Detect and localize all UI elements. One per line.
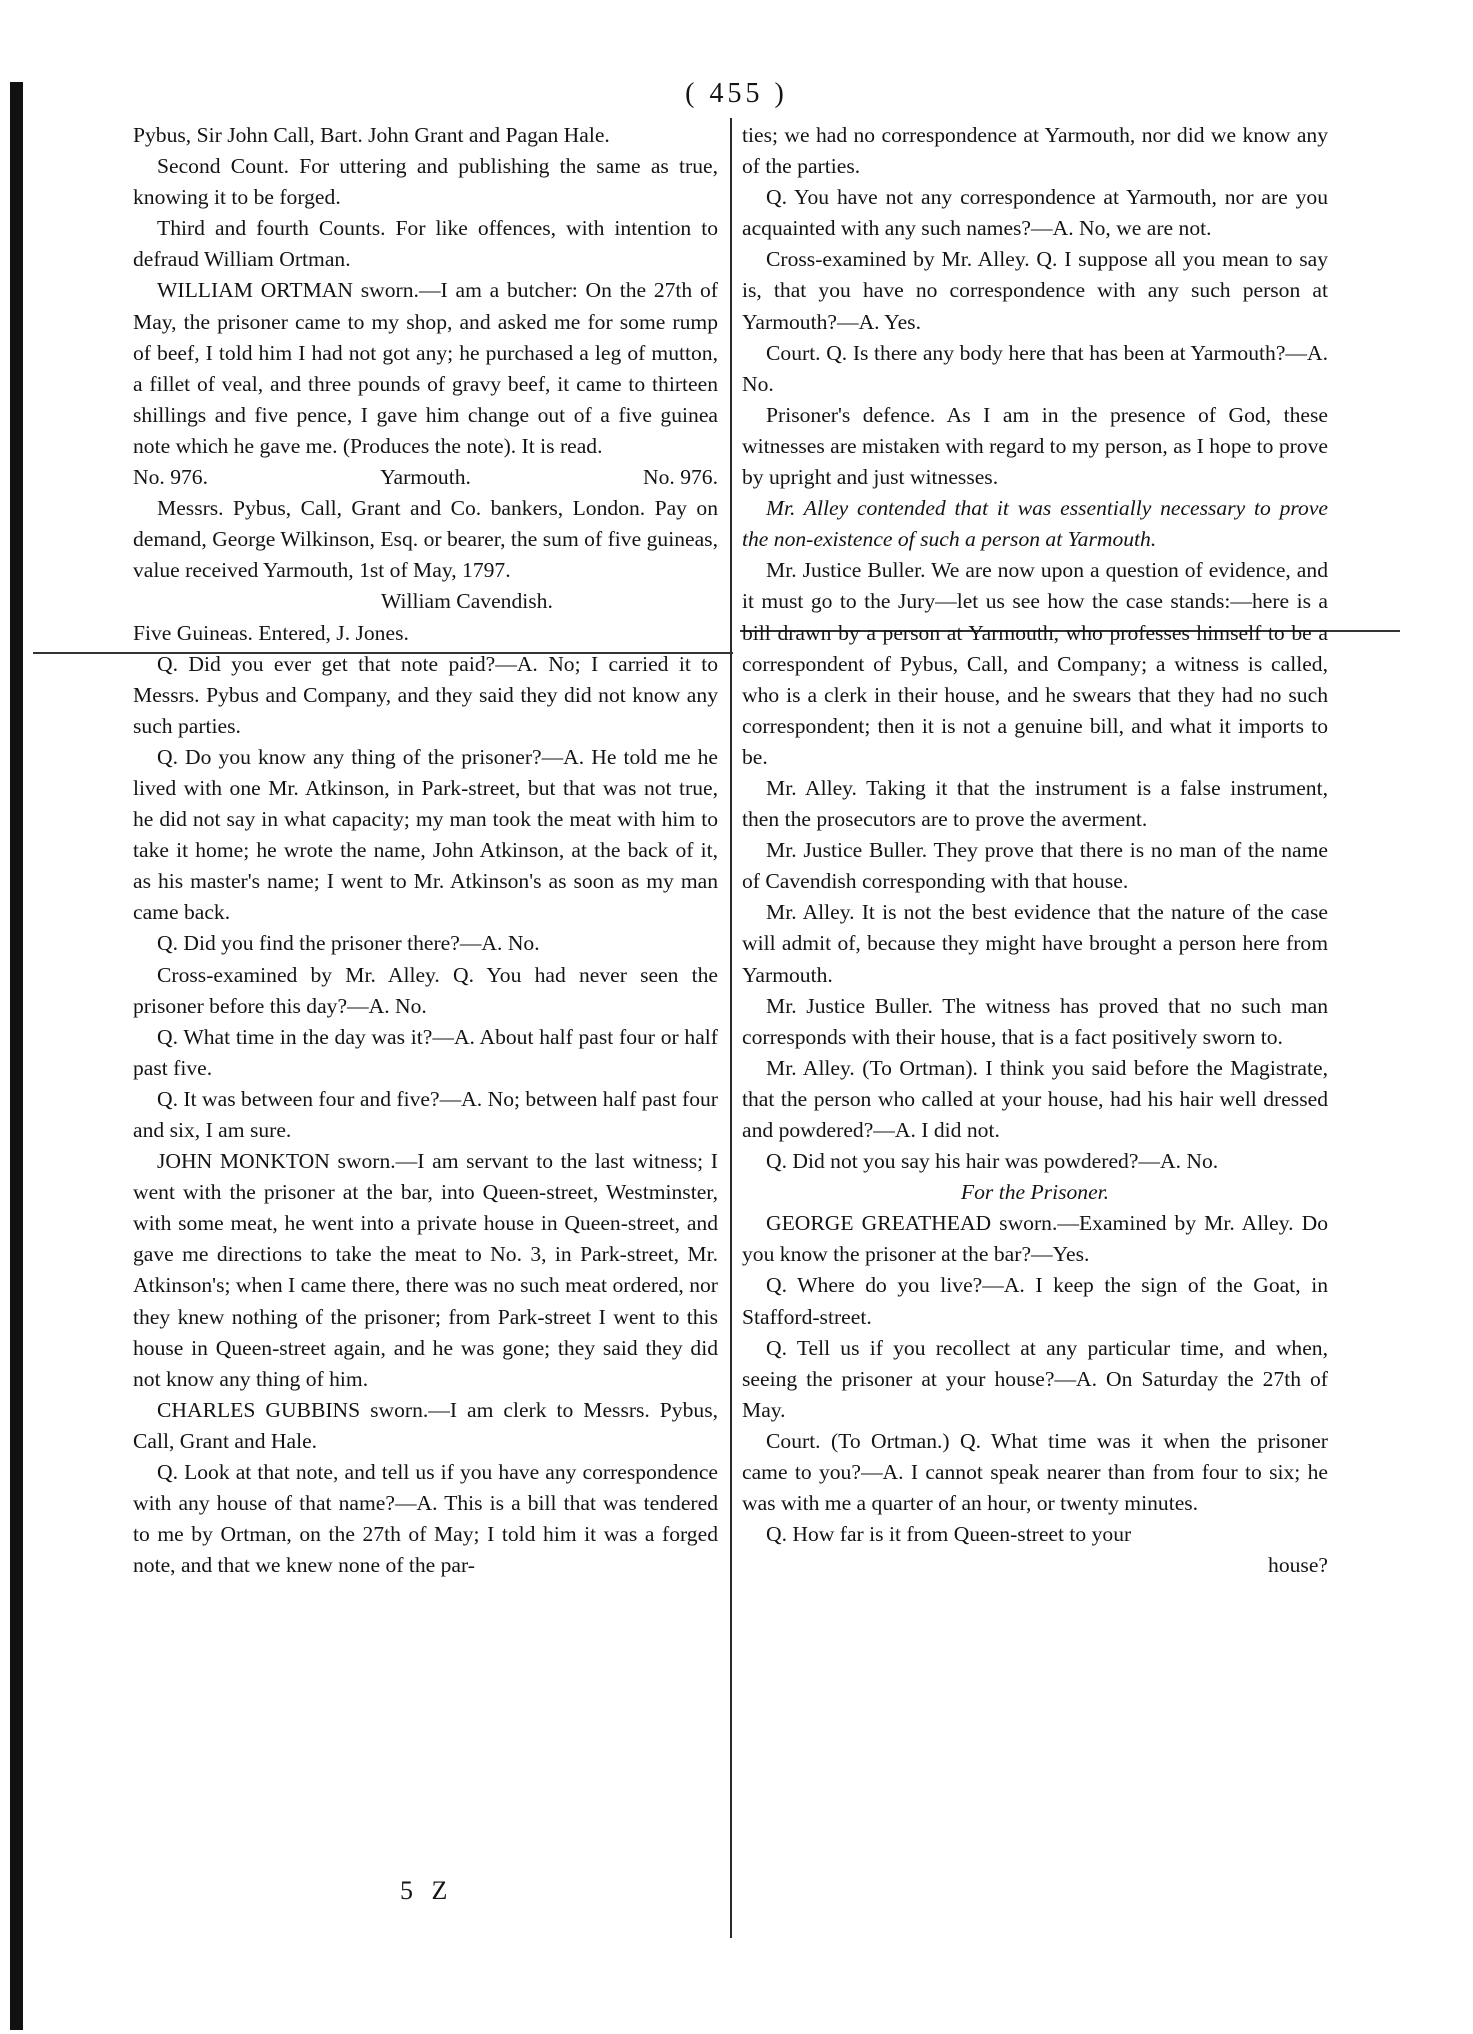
note-number: No. 976.: [643, 465, 718, 490]
paragraph: Mr. Alley. It is not the best evidence that the nature of the case will admit of, because they might have brought a person here from Yarmouth.: [742, 900, 1328, 987]
paragraph: JOHN MONKTON sworn.—I am servant to the last witness; I went with the prisoner at the bar, into Queen-street, Westminster, with some meat, he went into a private house in Queen-street, and gave me directions to take the meat to No. 3, in Park-street, Mr. Atkinson's; when I came there, there was no such meat ordered, nor they knew nothing of the prisoner; from Park-street I went to this house in Queen-street again, and he was gone; they said they did not know any thing of him.: [133, 1149, 718, 1391]
paragraph: ties; we had no correspondence at Yarmouth, nor did we know any of the parties.: [742, 123, 1328, 179]
paragraph: CHARLES GUBBINS sworn.—I am clerk to Messrs. Pybus, Call, Grant and Hale.: [133, 1397, 718, 1453]
page-number: ( 455 ): [685, 78, 788, 109]
paragraph: Cross-examined by Mr. Alley. Q. You had never seen the prisoner before this day?—A. No.: [133, 962, 718, 1018]
paragraph: Court. (To Ortman.) Q. What time was it when the prisoner came to you?—A. I cannot speak nearer than from four to six; he was with me a quarter of an hour, or twenty minutes.: [742, 1428, 1328, 1516]
right-column: [742, 120, 1328, 1581]
paragraph: Q. What time in the day was it?—A. About half past four or half past five.: [133, 1024, 718, 1080]
paragraph: Q. How far is it from Queen-street to your: [766, 1522, 1132, 1547]
paragraph: Mr. Alley. (To Ortman). I think you said before the Magistrate, that the person who called at your house, had his hair well dressed and powdered?—A. I did not.: [742, 1055, 1328, 1142]
section-heading: For the Prisoner.: [960, 1180, 1110, 1205]
paragraph: Q. Did you ever get that note paid?—A. No; I carried it to Messrs. Pybus and Company, and they said they did not know any such parties.: [133, 651, 718, 738]
paragraph: Q. Look at that note, and tell us if you have any correspondence with any house of that name?—A. This is a bill that was tendered to me by Ortman, on the 27th of May; I told him it was a forged note, and that we knew none of the par-: [133, 1460, 718, 1578]
paragraph: Q. You have not any correspondence at Yarmouth, nor are you acquainted with any such names?—A. No, we are not.: [742, 185, 1328, 241]
paragraph: GEORGE GREATHEAD sworn.—Examined by Mr. Alley. Do you know the prisoner at the bar?—Yes.: [742, 1211, 1328, 1267]
paragraph: Mr. Justice Buller. The witness has proved that no such man corresponds with their house, that is a fact positively sworn to.: [742, 993, 1328, 1049]
paragraph: Q. Did you find the prisoner there?—A. No.: [157, 931, 540, 956]
paragraph: Mr. Alley. Taking it that the instrument is a false instrument, then the prosecutors are to prove the averment.: [742, 775, 1328, 832]
note-body: Messrs. Pybus, Call, Grant and Co. bankers, London. Pay on demand, George Wilkinson, Esq. or bearer, the sum of five guineas, value received Yarmouth, 1st of May, 1797.: [133, 496, 718, 583]
paragraph: Q. It was between four and five?—A. No; between half past four and six, I am sure.: [133, 1086, 718, 1142]
paragraph: Cross-examined by Mr. Alley. Q. I suppose all you mean to say is, that you have no correspondence with any such person at Yarmouth?—A. Yes.: [742, 247, 1328, 334]
paragraph: Q. Where do you live?—A. I keep the sign of the Goat, in Stafford-street.: [742, 1273, 1328, 1329]
note-signature: William Cavendish.: [381, 589, 553, 614]
note-place: Yarmouth.: [380, 465, 471, 490]
paragraph: Mr. Justice Buller. They prove that there is no man of the name of Cavendish corresponding with that house.: [742, 838, 1328, 894]
catchword: house?: [1268, 1553, 1328, 1578]
left-column: [133, 120, 718, 1581]
paragraph: Q. Did not you say his hair was powdered?—A. No.: [766, 1149, 1219, 1174]
signature-mark: 5 Z: [400, 1876, 454, 1905]
note-number: No. 976.: [133, 465, 208, 490]
paragraph: Court. Q. Is there any body here that has been at Yarmouth?—A. No.: [742, 340, 1328, 396]
paragraph: Mr. Justice Buller. We are now upon a question of evidence, and it must go to the Jury—let us see how the case stands:—here is a bill drawn by a person at Yarmouth, who professes himself to be a correspondent of Pybus, Call, and Company; a witness is called, who is a clerk in their house, and he swears that they had no such correspondent; then it is not a genuine bill, and what it imports to be.: [742, 558, 1328, 769]
paragraph: WILLIAM ORTMAN sworn.—I am a butcher: On the 27th of May, the prisoner came to my shop, and asked me for some rump of beef, I told him I had not got any; he purchased a leg of mutton, a fillet of veal, and three pounds of gravy beef, it came to thirteen shillings and five pence, I gave him change out of a five guinea note which he gave me. (Produces the note). It is read.: [133, 278, 718, 458]
paragraph: Second Count. For uttering and publishing the same as true, knowing it to be forged.: [133, 154, 718, 210]
note-footer: Five Guineas. Entered, J. Jones.: [133, 620, 409, 645]
paragraph: Third and fourth Counts. For like offences, with intention to defraud William Ortman.: [133, 216, 718, 272]
paragraph: Mr. Alley contended that it was essentially necessary to prove the non-existence of such a person at Yarmouth.: [742, 496, 1328, 552]
paragraph: Q. Tell us if you recollect at any particular time, and when, seeing the prisoner at your house?—A. On Saturday the 27th of May.: [742, 1335, 1328, 1422]
paragraph: Prisoner's defence. As I am in the presence of God, these witnesses are mistaken with regard to my person, as I hope to prove by upright and just witnesses.: [742, 402, 1328, 490]
note-header: [133, 462, 718, 493]
binding-edge: [10, 82, 23, 2030]
paragraph: Pybus, Sir John Call, Bart. John Grant and Pagan Hale.: [133, 123, 610, 147]
column-divider: [730, 118, 732, 1938]
paragraph: Q. Do you know any thing of the prisoner?—A. He told me he lived with one Mr. Atkinson, in Park-street, but that was not true, he did not say in what capacity; my man took the meat with him to take it home; he wrote the name, John Atkinson, at the back of it, as his master's name; I went to Mr. Atkinson's as soon as my man came back.: [133, 744, 718, 925]
